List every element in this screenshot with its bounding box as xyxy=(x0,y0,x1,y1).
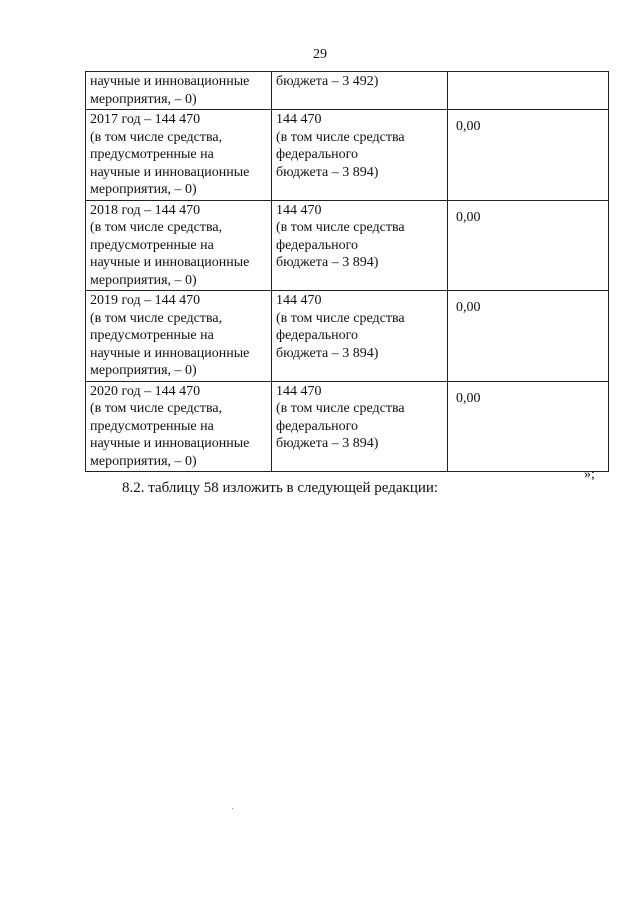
table-cell-period xyxy=(86,381,272,472)
table-cell-value xyxy=(448,110,609,201)
cell-text-line: мероприятия, – 0) xyxy=(90,363,197,378)
cell-text-line: бюджета – 3 492) xyxy=(276,74,379,89)
cell-text-line: (в том числе средства, xyxy=(90,401,223,416)
cell-text-line: мероприятия, – 0) xyxy=(90,272,197,288)
cell-text-line: предусмотренные на xyxy=(90,237,214,253)
scan-speck xyxy=(232,808,233,809)
cell-text-line: 0,00 xyxy=(456,300,481,315)
table-cell-period xyxy=(86,72,272,110)
table-cell-amount xyxy=(272,381,448,472)
cell-text-line: федерального xyxy=(276,147,359,162)
table-cell-period xyxy=(86,291,272,382)
cell-text-line: 0,00 xyxy=(456,119,481,134)
cell-text-line: предусмотренные на xyxy=(90,147,214,162)
table-cell-period xyxy=(86,110,272,201)
cell-text-line: 2017 год – 144 470 xyxy=(90,112,201,127)
cell-text-line: (в том числе средства, xyxy=(90,220,223,235)
table-body xyxy=(86,72,609,472)
table-cell-value xyxy=(448,291,609,382)
cell-text-line: (в том числе средства, xyxy=(90,310,223,326)
closing-quote-mark: »; xyxy=(584,467,595,482)
cell-text-line: 144 470 xyxy=(276,112,322,127)
cell-text-line: научные и инновационные xyxy=(90,74,250,89)
cell-text-line: мероприятия, – 0) xyxy=(90,453,197,469)
cell-text-line: бюджета – 3 894) xyxy=(276,436,379,451)
table-cell-amount xyxy=(272,200,448,291)
cell-text-line: мероприятия, – 0) xyxy=(90,182,197,197)
cell-text-line: федерального xyxy=(276,418,359,434)
table-cell-amount xyxy=(272,72,448,110)
table-row xyxy=(86,291,609,382)
table-row xyxy=(86,200,609,291)
table-cell-value xyxy=(448,381,609,472)
table-cell-amount xyxy=(272,110,448,201)
cell-text-line: (в том числе средства, xyxy=(90,129,223,145)
page-number: 29 xyxy=(313,47,327,62)
table-row xyxy=(86,72,609,110)
instruction-paragraph: 8.2. таблицу 58 изложить в следующей редакции: xyxy=(122,480,439,496)
cell-text-line: 0,00 xyxy=(456,209,481,225)
cell-text-line: 2019 год – 144 470 xyxy=(90,293,201,308)
cell-text-line: научные и инновационные xyxy=(90,164,250,180)
table-row xyxy=(86,110,609,201)
table-cell-period xyxy=(86,200,272,291)
table-row xyxy=(86,381,609,472)
cell-text-line: научные и инновационные xyxy=(90,255,250,270)
table-cell-value xyxy=(448,200,609,291)
cell-text-line: бюджета – 3 894) xyxy=(276,164,379,180)
cell-text-line: 0,00 xyxy=(456,390,481,406)
table-cell-value xyxy=(448,72,609,110)
cell-text-line: научные и инновационные xyxy=(90,436,250,451)
cell-text-line: мероприятия, – 0) xyxy=(90,91,197,107)
cell-text-line: 144 470 xyxy=(276,202,322,218)
cell-text-line: (в том числе средства xyxy=(276,129,405,145)
cell-text-line: федерального xyxy=(276,237,359,253)
cell-text-line: федерального xyxy=(276,328,359,343)
cell-text-line: научные и инновационные xyxy=(90,345,250,361)
cell-text-line: (в том числе средства xyxy=(276,310,405,326)
cell-text-line: (в том числе средства xyxy=(276,401,405,416)
cell-text-line: (в том числе средства xyxy=(276,220,405,235)
cell-text-line: 2020 год – 144 470 xyxy=(90,383,201,399)
table-cell-amount xyxy=(272,291,448,382)
cell-text-line: 144 470 xyxy=(276,293,322,308)
cell-text-line: бюджета – 3 894) xyxy=(276,345,379,361)
cell-text-line: предусмотренные на xyxy=(90,418,214,434)
cell-text-line: предусмотренные на xyxy=(90,328,214,343)
budget-table xyxy=(85,71,609,472)
cell-text-line: бюджета – 3 894) xyxy=(276,255,379,270)
cell-text-line: 2018 год – 144 470 xyxy=(90,202,201,218)
cell-text-line: 144 470 xyxy=(276,383,322,399)
